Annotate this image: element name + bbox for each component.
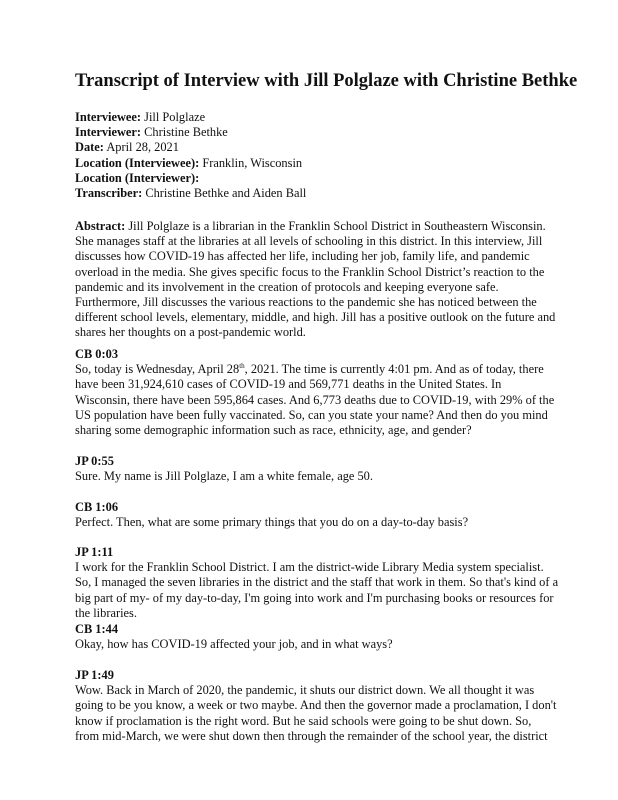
transcript-entry [75,668,557,744]
abstract-line: She manages staff at the libraries at all levels of schooling in this district. In this interview, Jill [75,234,543,249]
transcript-line: have been 31,924,610 cases of COVID-19 and 569,771 deaths in the United States. In [75,377,502,392]
metadata-location-interviewee [75,156,555,171]
transcript-line: from mid-March, we were shut down then through the remainder of the school year, the district [75,728,548,743]
metadata-label: Transcriber: [75,186,143,201]
transcript-line: So, I managed the seven libraries in the district and the staff that work in them. So that's kind of a [75,575,559,590]
metadata-value: Jill Polglaze [141,110,206,124]
transcript-line: Sure. My name is Jill Polglaze, I am a white female, age 50. [75,469,373,484]
transcript-line: I work for the Franklin School District. I am the district-wide Library Media system specialist. [75,560,544,575]
ordinal-suffix: th [239,362,245,371]
abstract-line: different school levels, elementary, middle, and high. Jill has a positive outlook on the future and [75,310,556,325]
metadata-location-interviewer [75,171,555,186]
speaker-timestamp: JP 0:55 [75,454,114,468]
metadata-value: April 28, 2021 [103,140,179,155]
abstract-line: pandemic and its involvement in the creation of protocols and keeping everyone safe. [75,279,499,294]
transcript-entry [75,500,550,530]
transcript-line: going to be you know, a week or two maybe. And then the governor made a proclamation, I don't [75,698,557,713]
abstract-label: Abstract: [75,219,126,233]
transcript-line: Perfect. Then, what are some primary things that you do on a day-to-day basis? [75,515,469,530]
transcript-line: Okay, how has COVID-19 affected your job, and in what ways? [75,637,393,652]
abstract-line: overload in the media. She gives specific focus to the Franklin School District’s reaction to the [75,264,545,279]
speaker-timestamp: JP 1:49 [75,668,114,682]
metadata-interviewee [75,110,555,125]
speaker-timestamp: CB 0:03 [75,347,119,361]
metadata-transcriber [75,186,555,201]
interview-metadata [75,110,555,201]
transcript-line: big part of my- of my day-to-day, I'm going into work and I'm purchasing books or resources for [75,590,554,605]
transcript-line: sharing some demographic information such as race, ethnicity, age, and gender? [75,423,472,438]
metadata-label: Interviewer: [75,125,142,140]
metadata-date [75,140,555,155]
transcript-line: US population have been fully vaccinated. So, can you state your name? And then do you mind [75,407,548,422]
transcript-line: Wow. Back in March of 2020, the pandemic, it shuts our district down. We all thought it was [75,683,535,698]
transcript-line: Wisconsin, there have been 595,864 cases. And 6,773 deaths due to COVID-19, with 29% of the [75,392,555,407]
transcript-entry [75,545,559,621]
metadata-value: Christine Bethke [141,125,228,140]
speaker-timestamp: JP 1:11 [75,545,114,559]
abstract-line: Abstract: Jill Polglaze is a librarian in the Franklin School District in Southeastern Wisconsin. [75,219,546,233]
document-title: Transcript of Interview with Jill Polglaze with Christine Bethke [75,71,578,91]
speaker-timestamp: CB 1:06 [75,500,119,514]
abstract-line: Furthermore, Jill discusses the various reactions to the pandemic she has noticed between the [75,295,537,310]
metadata-label: Interviewee: [75,110,142,124]
metadata-value: Franklin, Wisconsin [199,155,303,170]
transcript-entry [75,622,550,652]
speaker-timestamp: CB 1:44 [75,622,119,636]
transcript-line: So, today is Wednesday, April 28th, 2021. The time is currently 4:01 pm. And as of today, there [75,362,544,377]
transcript-entry [75,454,550,484]
metadata-value: Christine Bethke and Aiden Ball [142,186,307,201]
transcript-entry [75,347,555,438]
metadata-label: Location (Interviewee): [75,155,200,170]
metadata-label: Location (Interviewer): [75,170,200,185]
metadata-label: Date: [75,140,104,155]
abstract [75,219,556,341]
transcript-line: the libraries. [75,605,137,620]
abstract-line: discusses how COVID-19 has affected her life, including her job, family life, and pandemic [75,249,530,264]
transcript-line: know if proclamation is the right word. But he said schools were going to be shut down. So, [75,713,532,728]
abstract-line: shares her thoughts on a post-pandemic world. [75,325,306,340]
metadata-interviewer [75,125,555,140]
